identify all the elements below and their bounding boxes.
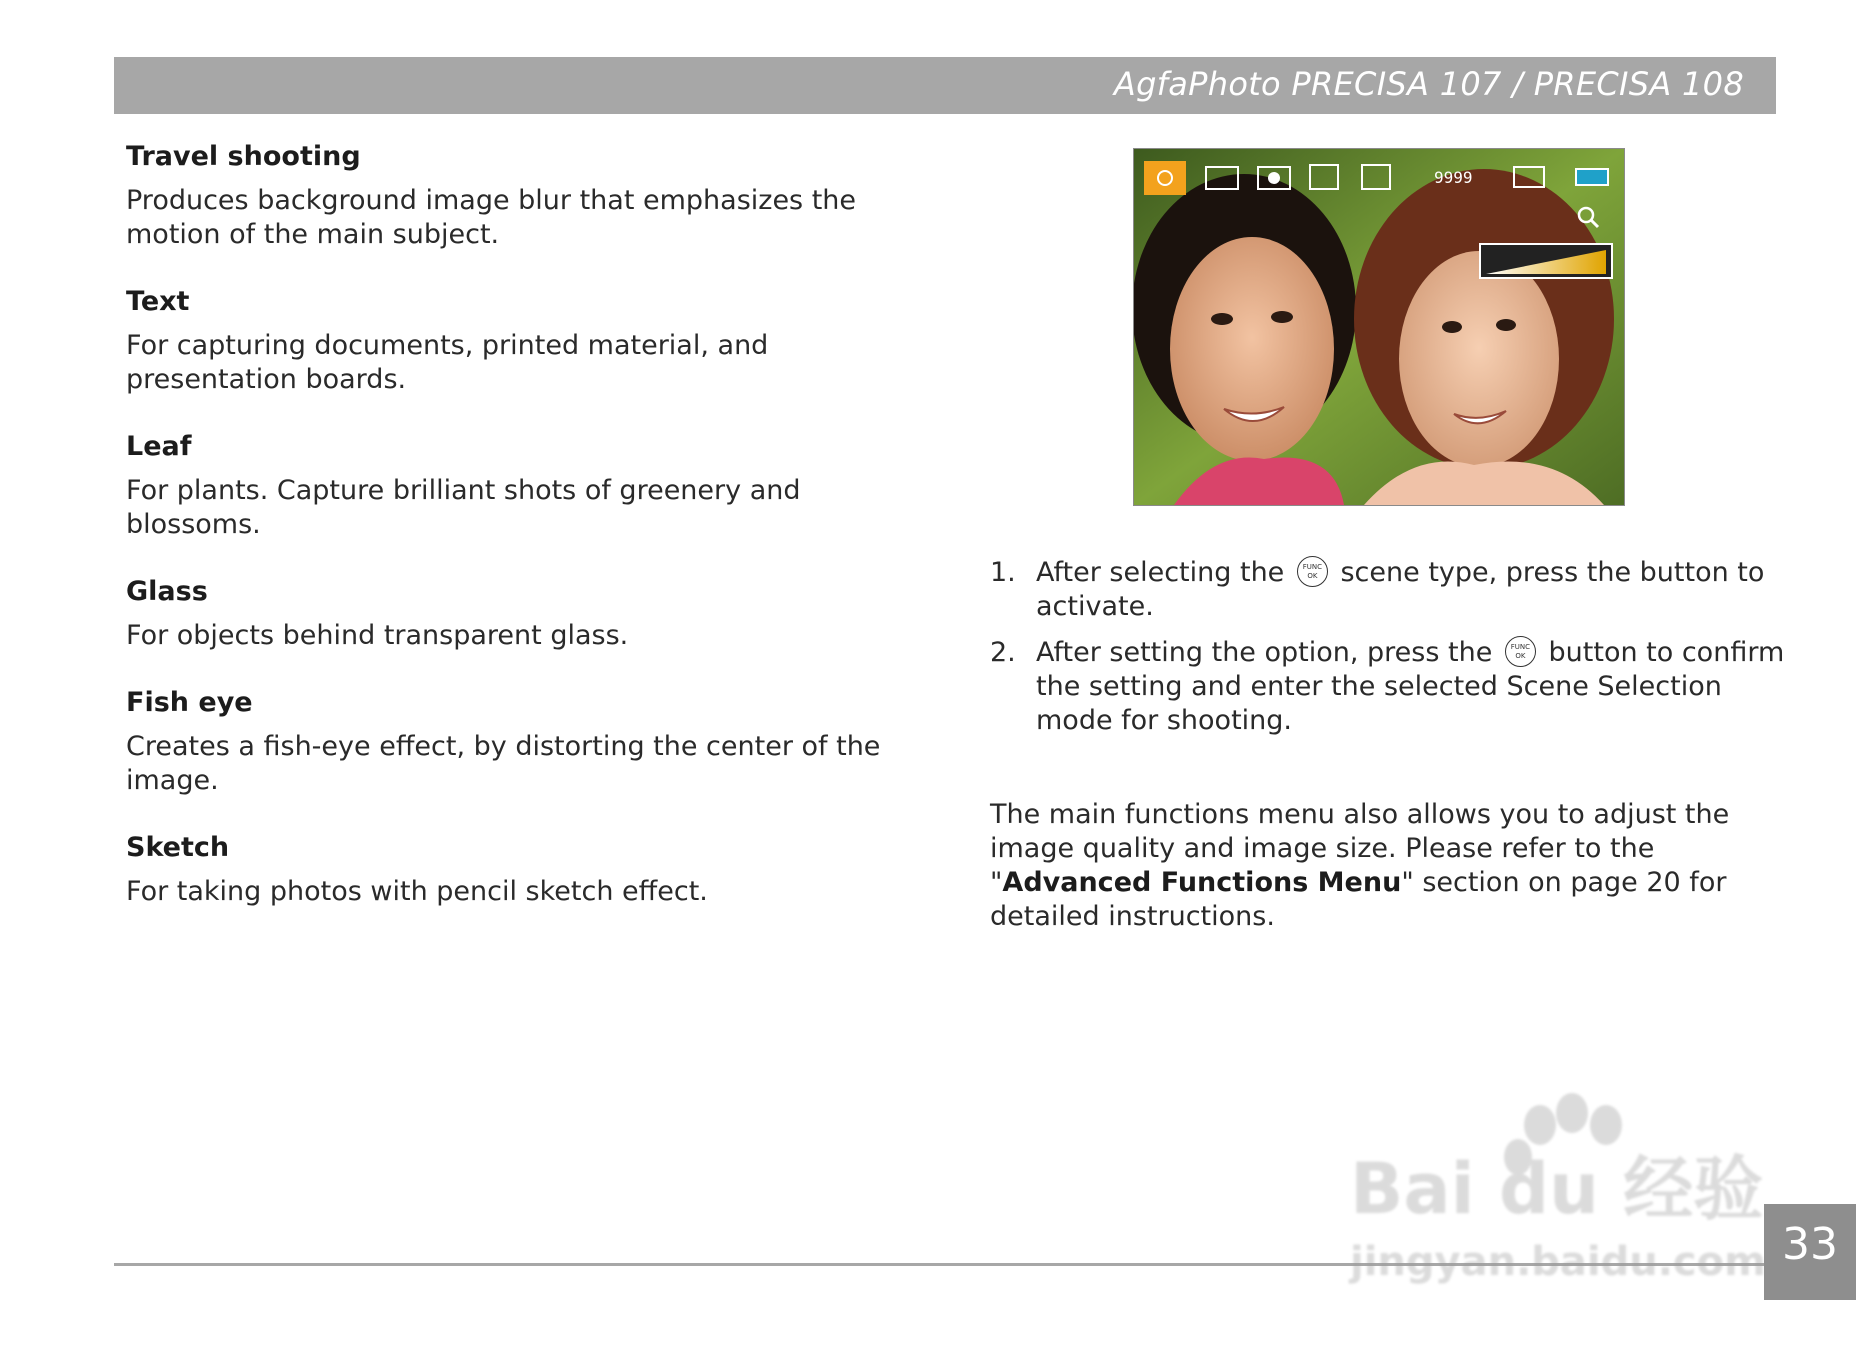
section-body: For plants. Capture brilliant shots of greenery and blossoms. xyxy=(126,475,801,540)
section-title: Text xyxy=(126,286,190,317)
left-person-face xyxy=(1170,237,1334,461)
func-ok-button-icon: FUNC OK xyxy=(1297,556,1328,587)
scene-mode-icon xyxy=(1144,161,1186,195)
baidu-watermark xyxy=(1340,1085,1780,1305)
section-text xyxy=(126,285,926,397)
section-title: Glass xyxy=(126,576,208,607)
camera-lcd-photo xyxy=(1133,148,1625,506)
section-body: For objects behind transparent glass. xyxy=(126,620,629,651)
advanced-functions-note xyxy=(990,798,1750,934)
step-number: 1. xyxy=(990,557,1016,588)
watermark-url: jingyan.baidu.com xyxy=(1350,1239,1766,1285)
note-text-post: " section on page 20 for detailed instructions. xyxy=(990,867,1727,932)
step-number: 2. xyxy=(990,637,1016,668)
section-title: Sketch xyxy=(126,832,230,863)
step-text xyxy=(1036,636,1790,738)
func-ok-button-icon: FUNC OK xyxy=(1505,636,1536,667)
watermark-brand: Bai du 经验 xyxy=(1350,1148,1764,1230)
section-body: Produces background image blur that emphasizes the motion of the main subject. xyxy=(126,185,857,250)
section-body: For capturing documents, printed material, and presentation boards. xyxy=(126,330,769,395)
section-body: For taking photos with pencil sketch effect. xyxy=(126,876,708,907)
section-fish-eye xyxy=(126,686,926,798)
step-text-before: After selecting the xyxy=(1036,557,1285,588)
battery-icon xyxy=(1576,169,1608,185)
scene-mode-list xyxy=(126,140,926,942)
header-bar xyxy=(114,57,1776,114)
header-title: AgfaPhoto PRECISA 107 / PRECISA 108 xyxy=(1113,65,1744,103)
instruction-steps xyxy=(990,556,1790,750)
section-leaf xyxy=(126,430,926,542)
section-travel-shooting xyxy=(126,140,926,252)
right-person-eye xyxy=(1442,321,1462,333)
step-text-after: scene type, press the button to activate. xyxy=(1036,557,1765,622)
step-item xyxy=(990,636,1790,738)
note-text-pre: The main functions menu also allows you to adjust the image quality and image size. Please refer to the " xyxy=(990,799,1730,898)
section-glass xyxy=(126,575,926,653)
step-text xyxy=(1036,556,1790,624)
section-sketch xyxy=(126,831,926,909)
advanced-functions-menu-link: Advanced Functions Menu xyxy=(1002,867,1402,898)
section-body: Creates a fish-eye effect, by distorting the center of the image. xyxy=(126,731,881,796)
section-title: Fish eye xyxy=(126,687,253,718)
left-person-eye xyxy=(1211,313,1233,325)
page-number: 33 xyxy=(1764,1204,1856,1300)
step-item xyxy=(990,556,1790,624)
left-person-eye xyxy=(1271,311,1293,323)
step-text-after: button to confirm the setting and enter the selected Scene Selection mode for shooting. xyxy=(1036,637,1785,736)
section-title: Travel shooting xyxy=(126,141,361,172)
section-title: Leaf xyxy=(126,431,192,462)
right-person-eye xyxy=(1496,319,1516,331)
step-text-before: After setting the option, press the xyxy=(1036,637,1493,668)
shot-count: 9999 xyxy=(1434,168,1473,187)
right-person-face xyxy=(1399,251,1559,467)
